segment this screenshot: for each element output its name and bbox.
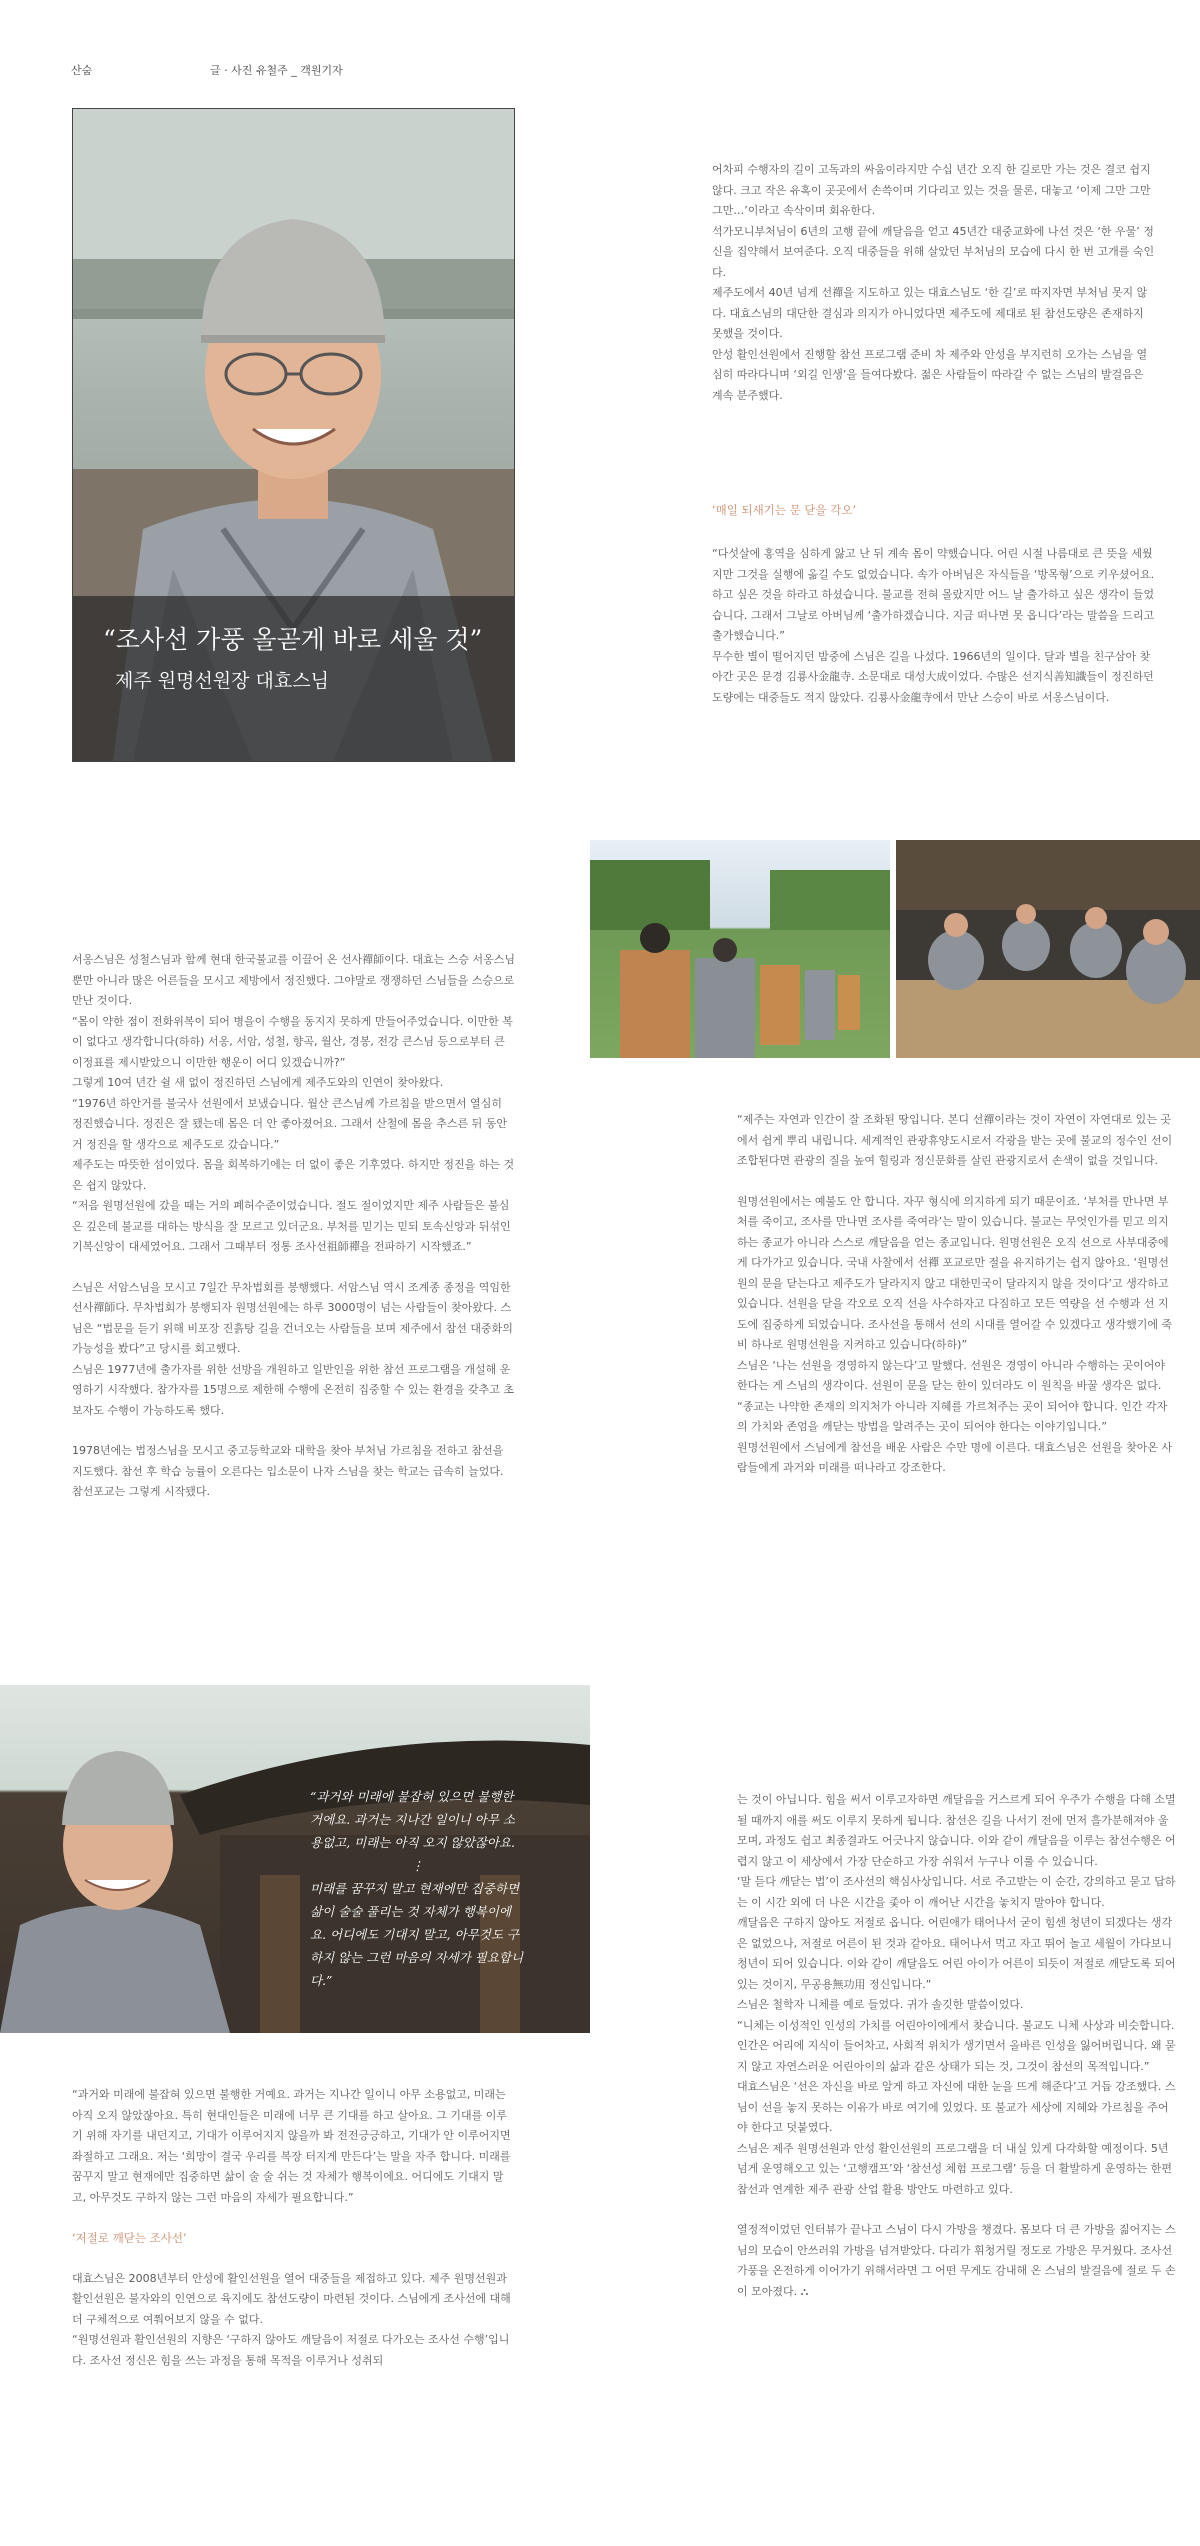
paragraph: ‘말 듣다 깨닫는 법’이 조사선의 핵심사상입니다. 서로 주고받는 이 순간, 강의하고 묻고 답하는 이 시간 외에 더 나은 시간을 좇아 이 깨어난 시간을 놓치지 말아야 합니다. (737, 1875, 1176, 1909)
paragraph: 스님은 제주 원명선원과 안성 활인선원의 프로그램을 더 내실 있게 다각화할 예정이다. 5년 넘게 운영해오고 있는 ‘고행캠프’와 ‘참선성 체험 프로그램’ 등을 더 활발하게 운영하는 한편 참선과 연계한 제주 관광 산업 활용 방안도 마련하고 있다. (737, 2141, 1176, 2196)
pull-quote-ellipsis: ⋮ (411, 1858, 424, 1873)
paragraph: 는 것이 아닙니다. 힘을 써서 이루고자하면 깨달음을 거스르게 되어 우주가 수행을 다해 소멸될 때까지 애를 써도 이루지 못하게 됩니다. 참선은 길을 나서기 전에 먼저 흘가분해져야 울모며, 과정도 쉽고 최종결과도 어긋나지 않습니다. 이와 같이 깨달음을 이루는 참선수행은 어렵지 않고 이 세상에서 가장 단순하고 가장 쉬워서 누구나 이룰 수 있습니다. (737, 1793, 1176, 1868)
paragraph: 그렇게 10여 년간 쉴 새 없이 정진하던 스님에게 제주도와의 인연이 찾아왔다. (72, 1076, 444, 1089)
seated-meditation-photo (896, 840, 1200, 1058)
text-bottom-left (72, 2085, 515, 2371)
text-mid-right (712, 544, 1158, 708)
paragraph: “저음 원명선원에 갔을 때는 거의 폐허수준이었습니다. 절도 절이었지만 제주 사람들은 불심은 깊은데 불교를 대하는 방식을 잘 모르고 있더군요. 부처를 믿기는 믿되 토속신앙과 뒤섞인 기복신앙이 대세였어요. 그래서 그때부터 정통 조사선祖師禪을 전파하기 시작했죠.” (72, 1199, 515, 1253)
paragraph: “제주는 자연과 인간이 잘 조화된 땅입니다. 본디 선禪이라는 것이 자연이 자연대로 있는 곳에서 쉽게 뿌리 내립니다. 세계적인 관광휴양도시로서 각광을 받는 곳에 불교의 정수인 선이 조합된다면 관광의 질을 높여 힐링과 정신문화를 살린 관광지로서 손색이 없을 것입니다. (737, 1113, 1176, 1167)
paragraph: 스님은 1977년에 출가자를 위한 선방을 개원하고 일반인을 위한 참선 프로그램을 개설해 운영하기 시작했다. 참가자를 15명으로 제한해 수행에 온전히 집중할 수 있는 환경을 갖추고 초보자도 수행이 가능하도록 했다. (72, 1362, 514, 1417)
section-label: 산숨 (71, 64, 93, 77)
paragraph: “원명선원과 활인선원의 지향은 ‘구하지 않아도 깨달음이 저절로 다가오는 조사선 수행’입니다. 조사선 정신은 힘을 쓰는 과정을 통해 목적을 이루거나 성취되 (72, 2333, 510, 2367)
paragraph: 원명선원에서 스님에게 참선을 배운 사람은 수만 명에 이른다. 대효스님은 선원을 찾아온 사람들에게 과거와 미래를 떠나라고 강조한다. (737, 1440, 1173, 1474)
paragraph: 스님은 ‘나는 선원을 경영하지 않는다’고 말했다. 선원은 경영이 아니라 수행하는 곳이어야 한다는 게 스님의 생각이다. 선원이 문을 닫는 한이 있더라도 이 원칙을 바꿀 생각은 없다. (737, 1358, 1169, 1392)
walking-meditation-photo (590, 840, 890, 1058)
pull-quote-text-1: “과거와 미래에 불잡혀 있으면 불행한 거에요. 과거는 지나간 일이니 아무 소용없고, 미래는 아직 오지 않았잖아요. (310, 1789, 515, 1850)
hero-title-overlay (73, 596, 514, 761)
paragraph: “몸이 약한 점이 전화위복이 되어 병을이 수행을 동지지 못하게 만들어주었습니다. 이만한 복이 없다고 생각합니다(하하) 서옹, 서암, 성철, 향곡, 월산, 경봉, 전강 큰스님 등으로부터 큰 이정표를 제시받았으니 이만한 행운이 어디 있겠습니까?” (72, 1014, 513, 1069)
paragraph: 깨달음은 구하지 않아도 저절로 옵니다. 어린애가 태어나서 굳이 힘센 청년이 되겠다는 생각은 없었으나, 저절로 어른이 된 것과 같아요. 태어나서 먹고 자고 뛰어 놀고 세월이 가다보니 청년이 되어 있습니다. 이와 같이 깨달음도 어린 아이가 어른이 되듯이 저절로 깨닫도록 되어있는 것이지, 무공용無功用 정신입니다.” (737, 1916, 1176, 1991)
section-heading-2: ‘저절로 깨닫는 조사선’ (72, 2231, 187, 2245)
paragraph: 1978년에는 법정스님을 모시고 중고등학교와 대학을 찾아 부처님 가르침을 전하고 참선을 지도했다. 참선 후 학습 능률이 오른다는 입소문이 나자 스님을 찾는 학교는 급속히 늘었다. 참선포교는 그렇게 시작됐다. (72, 1444, 507, 1498)
section-heading-1: ‘매일 되새기는 문 닫을 각오’ (712, 503, 857, 517)
paragraph: 안성 활인선원에서 진행할 참선 프로그램 준비 차 제주와 안성을 부지런히 오가는 스님을 열심히 따라다니며 ‘외길 인생’을 들여다봤다. 젊은 사람들이 따라갈 수 없는 스님의 발걸음은 계속 분주했다. (712, 347, 1148, 402)
paragraph: 무수한 별이 떨어지던 밤중에 스님은 길을 나섰다. 1966년의 일이다. 달과 별을 친구삼아 찾아간 곳은 문경 김룡사金龍寺. 소문대로 대성大成이었다. 수많은 선지식善知識들이 정진하던 도량에는 대중들도 적지 않았다. 김룡사金龍寺에서 만난 스승이 바로 서옹스님이다. (712, 649, 1158, 704)
pull-quote-text-2: 미래를 꿈꾸지 말고 현재에만 집중하면 삶이 술술 풀리는 것 자체가 행복이에요. 어디에도 기대지 말고, 아무것도 구하지 않는 그런 마음의 자세가 필요합니다.” (310, 1881, 524, 1988)
text-bottom-right (737, 1790, 1177, 2302)
text-lower-right (737, 1110, 1177, 1479)
paragraph: 어차피 수행자의 길이 고독과의 싸움이라지만 수십 년간 오직 한 길로만 가는 것은 결코 쉽지 않다. 크고 작은 유혹이 곳곳에서 손쓱이며 기다리고 있는 것을 물론, 대놓고 ‘이제 그만 그만 그만…’이라고 속삭이며 회유한다. (712, 163, 1155, 217)
walking-monks-illustration (590, 840, 890, 1058)
paragraph: “다섯살에 홍역을 심하게 앓고 난 뒤 계속 몸이 약했습니다. 어린 시절 나름대로 큰 뜻을 세웠지만 그것을 실행에 옮길 수도 없었습니다. 속가 아버님은 자식들을 ‘방목형’으로 키우셨어요. 하고 싶은 것을 하라고 하셨습니다. 불교를 전혀 몰랐지만 어느 날 출가하고 싶은 생각이 들었습니다. 그래서 그날로 아버님께 ‘출가하겠습니다. 지금 떠나면 못 옵니다’라는 말씀을 드리고 출가했습니다.” (712, 547, 1158, 642)
paragraph: 원명선원에서는 예불도 안 합니다. 자꾸 형식에 의지하게 되기 때문이죠. ‘부처를 만나면 부처를 죽이고, 조사를 만나면 조사를 죽여라’는 말이 있습니다. 불교는 무엇인가를 믿고 의지하는 종교가 아니라 스스로 깨달음을 얻는 종교입니다. 원명선원은 오직 선으로 사부대중에게 다가가고 있습니다. 국내 사찰에서 선禪 포교로만 절을 유지하기는 쉽지 않아요. ‘원명선원의 문을 닫는다고 제주도가 달라지지 않고 대한민국이 달라지지 않을 것이다’고 생각하고 있습니다. 선원을 닫을 각오로 오직 선을 사수하자고 다짐하고 모든 역량을 선 수행과 선 지도에 집중하게 되었습니다. 조사선을 통해서 선의 시대를 열어갈 수 있겠다고 생각했기에 죽비 하나로 원명선원을 지켜하고 있습니다(하하)” (737, 1194, 1173, 1351)
paragraph: 제주도는 따뜻한 섬이었다. 몸을 회복하기에는 더 없이 좋은 기후였다. 하지만 정진을 하는 것은 쉽지 않았다. (72, 1158, 515, 1192)
byline: 글 · 사진 유철주 _ 객원기자 (210, 64, 343, 77)
paragraph: “종교는 나약한 존재의 의지처가 아니라 지혜를 가르쳐주는 곳이 되어야 합니다. 인간 각자의 가치와 존엄을 깨닫는 방법을 알려주는 곳이 되어야 한다는 이야기입니다.” (737, 1399, 1168, 1433)
paragraph: 스님은 서암스님을 모시고 7일간 무차법회를 봉행했다. 서암스님 역시 조계종 종정을 역임한 선사禪師다. 무차법회가 봉행되자 원명선원에는 하루 3000명이 넘는 사람들이 찾아왔다. 스님은 “법문을 듣기 위해 비포장 진흙탕 길을 건너오는 사람들을 보며 제주에서 참선 대중화의 가능성을 봤다”고 당시를 회고했다. (72, 1280, 517, 1355)
paragraph: “과거와 미래에 불잡혀 있으면 불행한 거예요. 과거는 지나간 일이니 아무 소용없고, 미래는 아직 오지 않았잖아요. 특히 현대인들은 미래에 너무 큰 기대를 하고 살아요. 그 기대를 이루기 위해 자기를 내던지고, 기대가 이루어지지 않을까 봐 전전긍긍하고, 기대가 안 이루어지면 좌절하고 그래요. 저는 ‘희망이 결국 우리를 복장 터지게 만든다’는 말을 자주 합니다. 미래를 꿈꾸지 말고 현재에만 집중하면 삶이 술 술 쉬는 것 자체가 행복이에요. 어디에도 기대지 말고, 아무것도 구하지 않는 그런 마음의 자세가 필요합니다.” (72, 2088, 515, 2204)
hero-portrait-photo (72, 108, 515, 762)
paragraph: 서옹스님은 성철스님과 함께 현대 한국불교를 이끌어 온 선사禪師이다. 대효는 스승 서옹스님뿐만 아니라 많은 어른들을 모시고 제방에서 정진했다. 그야말로 쟁쟁하던 스님들을 스승으로 만난 것이다. (72, 953, 518, 1007)
paragraph: 대효스님은 2008년부터 안성에 활인선원을 열어 대중들을 제접하고 있다. 제주 원명선원과 활인선원은 불자와의 인연으로 육지에도 참선도량이 마련된 것이다. 스님에게 조사선에 대해 더 구체적으로 여쭤어보지 않을 수 없다. (72, 2271, 515, 2326)
text-mid-left (72, 950, 518, 1503)
seated-monks-illustration (896, 840, 1200, 1058)
paragraph: 대효스님은 ‘선은 자신을 바로 알게 하고 자신에 대한 눈을 뜨게 해준다’고 거듭 강조했다. 스님이 선을 놓지 못하는 이유가 바로 여기에 있었다. 또 불교가 세상에 지혜와 가르침을 주어야 한다고 덧붙였다. (737, 2080, 1176, 2134)
hero-subtitle: 제주 원명선원장 대효스님 (115, 670, 329, 692)
pull-quote (310, 1785, 525, 1992)
paragraph: “니체는 이성적인 인성의 가치를 어린아이에게서 찾습니다. 불교도 니체 사상과 비슷합니다. 인간은 어리에 지식이 들어차고, 사회적 위치가 생기면서 올바른 인성을 잃어버립니다. 왜 묻지 않고 자연스러운 어린아이의 삶과 같은 상태가 되는 것, 그것이 참선의 목적입니다.” (737, 2018, 1178, 2073)
hero-title: “조사선 가풍 올곧게 바로 세울 것” (103, 625, 483, 654)
paragraph: 석가모니부처님이 6년의 고행 끝에 깨달음을 얻고 45년간 대중교화에 나선 것은 ‘한 우물’ 정신을 집약해서 보여준다. 오직 대중들을 위해 살았던 부처님의 모습에 다시 한 번 고개를 숙인다. (712, 224, 1155, 279)
paragraph: 열정적이었던 인터뷰가 끝나고 스님이 다시 가방을 챙겼다. 몸보다 더 큰 가방을 짊어지는 스님의 모습이 안쓰러워 가방을 넘겨받았다. 다리가 휘청거릴 정도로 가방은 무거웠다. 조사선 가풍을 온전하게 이어가기 위해서라면 그 어떤 무게도 감내해 온 스님의 발걸음에 절로 두 손이 모아졌다. ⛬ (737, 2223, 1176, 2298)
paragraph: 스님은 철학자 니체를 예로 들었다. 귀가 솔깃한 말씀이었다. (737, 1998, 1024, 2011)
paragraph: “1976년 하안거를 불국사 선원에서 보냈습니다. 월산 큰스님께 가르침을 받으면서 열심히 정진했습니다. 정진은 잘 됐는데 몸은 더 안 좋아졌어요. 그래서 산철에 몸을 추스른 뒤 동안거 정진을 할 생각으로 제주도로 갔습니다.” (72, 1096, 507, 1151)
paragraph: 제주도에서 40년 넘게 선禪을 지도하고 있는 대효스님도 ‘한 길’로 따지자면 부처님 못지 않다. 대효스님의 대단한 결심과 의지가 아니었다면 제주도에 제대로 된 참선도량은 존재하지 못했을 것이다. (712, 286, 1148, 340)
temple-portrait-photo (0, 1685, 590, 2033)
text-top-right (712, 160, 1155, 406)
